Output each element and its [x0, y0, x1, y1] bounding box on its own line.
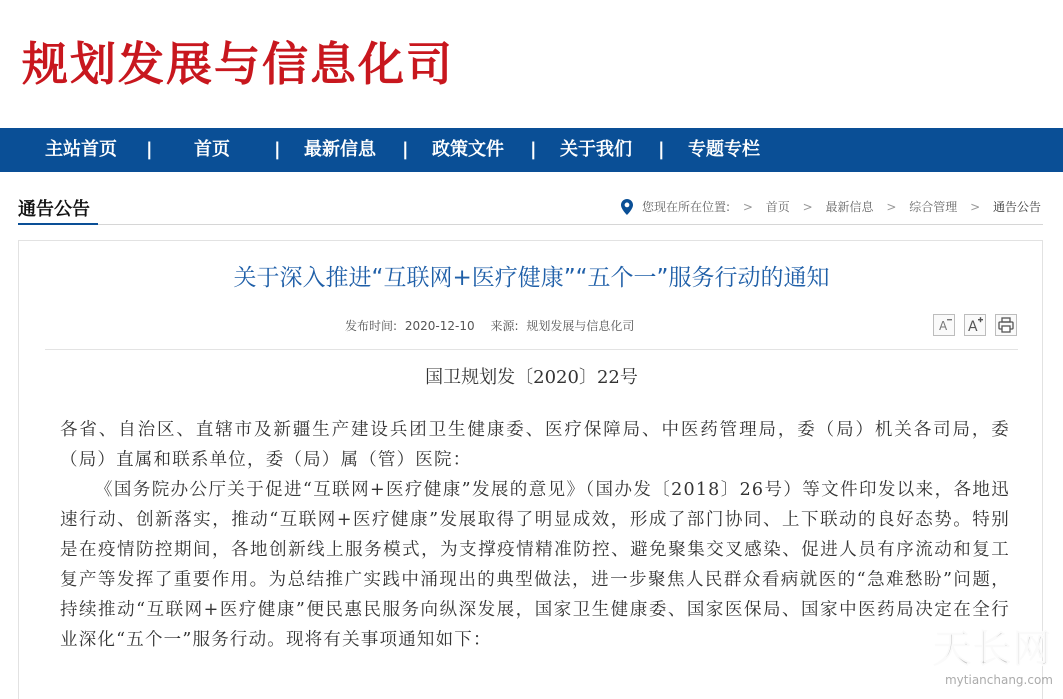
article-meta [345, 317, 638, 334]
section-divider [18, 224, 1043, 225]
publish-date-label: 发布时间: [345, 319, 398, 333]
nav-separator: | [658, 139, 665, 160]
source-value: 规划发展与信息化司 [526, 319, 635, 333]
breadcrumb-link-home[interactable]: 首页 [765, 199, 790, 214]
breadcrumb [621, 196, 1041, 216]
document-number: 国卫规划发〔2020〕22号 [425, 367, 638, 388]
article-body [60, 415, 1010, 655]
watermark-logo: 天长网 [932, 627, 1053, 671]
breadcrumb-separator: > [742, 199, 753, 214]
body-paragraph: 《国务院办公厅关于促进“互联网+医疗健康”发展的意见》（国办发〔2018〕26号）等文件印发以来，各地迅速行动、创新落实，推动“互联网+医疗健康”发展取得了明显成效，形成了部门协同、上下联动的良好态势。特别是在疫情防控期间，各地创新线上服务模式，为支撑疫情精准防控、避免聚集交叉感染、促进人员有序流动和复工复产等发挥了重要作用。为总结推广实践中涌现出的典型做法，进一步聚焦人民群众看病就医的“急难愁盼”问题，持续推动“互联网+医疗健康”便民惠民服务向纵深发展，国家卫生健康委、国家医保局、国家中医药局决定在全行业深化“五个一”服务行动。现将有关事项通知如下： [60, 480, 1010, 650]
font-larger-button[interactable] [964, 314, 986, 336]
location-pin-icon [621, 199, 633, 215]
nav-separator: | [274, 139, 281, 160]
breadcrumb-link-latest-news[interactable]: 最新信息 [825, 199, 874, 214]
nav-item-special-topics[interactable]: 专题专栏 [688, 139, 760, 160]
recipients-paragraph: 各省、自治区、直辖市及新疆生产建设兵团卫生健康委、医疗保障局、中医药管理局，委（局）机关各司局，委（局）直属和联系单位，委（局）属（管）医院： [60, 420, 1010, 470]
section-title-underline [18, 223, 98, 225]
article-container [18, 240, 1043, 699]
breadcrumb-separator: > [886, 199, 897, 214]
font-smaller-button[interactable] [933, 314, 955, 336]
watermark-url: mytianchang.com [944, 673, 1053, 687]
breadcrumb-separator: > [802, 199, 813, 214]
print-icon [996, 315, 1016, 335]
nav-item-latest-news[interactable]: 最新信息 [304, 139, 376, 160]
breadcrumb-current[interactable]: 通告公告 [992, 199, 1041, 214]
nav-separator: | [146, 139, 153, 160]
print-button[interactable] [995, 314, 1017, 336]
section-title: 通告公告 [18, 199, 90, 220]
nav-separator: | [402, 139, 409, 160]
main-navbar [0, 128, 1063, 172]
publish-date: 2020-12-10 [404, 319, 475, 333]
breadcrumb-separator: > [970, 199, 981, 214]
svg-text:A: A [939, 319, 948, 333]
nav-separator: | [530, 139, 537, 160]
breadcrumb-prefix: 您现在所在位置: [642, 199, 731, 214]
nav-item-home[interactable]: 首页 [194, 139, 230, 160]
nav-item-main-home[interactable]: 主站首页 [45, 139, 117, 160]
breadcrumb-link-general-management[interactable]: 综合管理 [909, 199, 958, 214]
watermark [893, 627, 1053, 691]
source-label: 来源: [490, 319, 519, 333]
site-header [0, 0, 1063, 128]
svg-text:A: A [968, 319, 978, 335]
site-title[interactable]: 规划发展与信息化司 [22, 37, 454, 91]
article-title: 关于深入推进“互联网+医疗健康”“五个一”服务行动的通知 [233, 265, 830, 291]
font-larger-icon [965, 315, 985, 335]
meta-divider [45, 349, 1018, 350]
nav-item-policy-documents[interactable]: 政策文件 [432, 139, 504, 160]
nav-item-about-us[interactable]: 关于我们 [560, 139, 632, 160]
font-smaller-icon [934, 315, 954, 335]
